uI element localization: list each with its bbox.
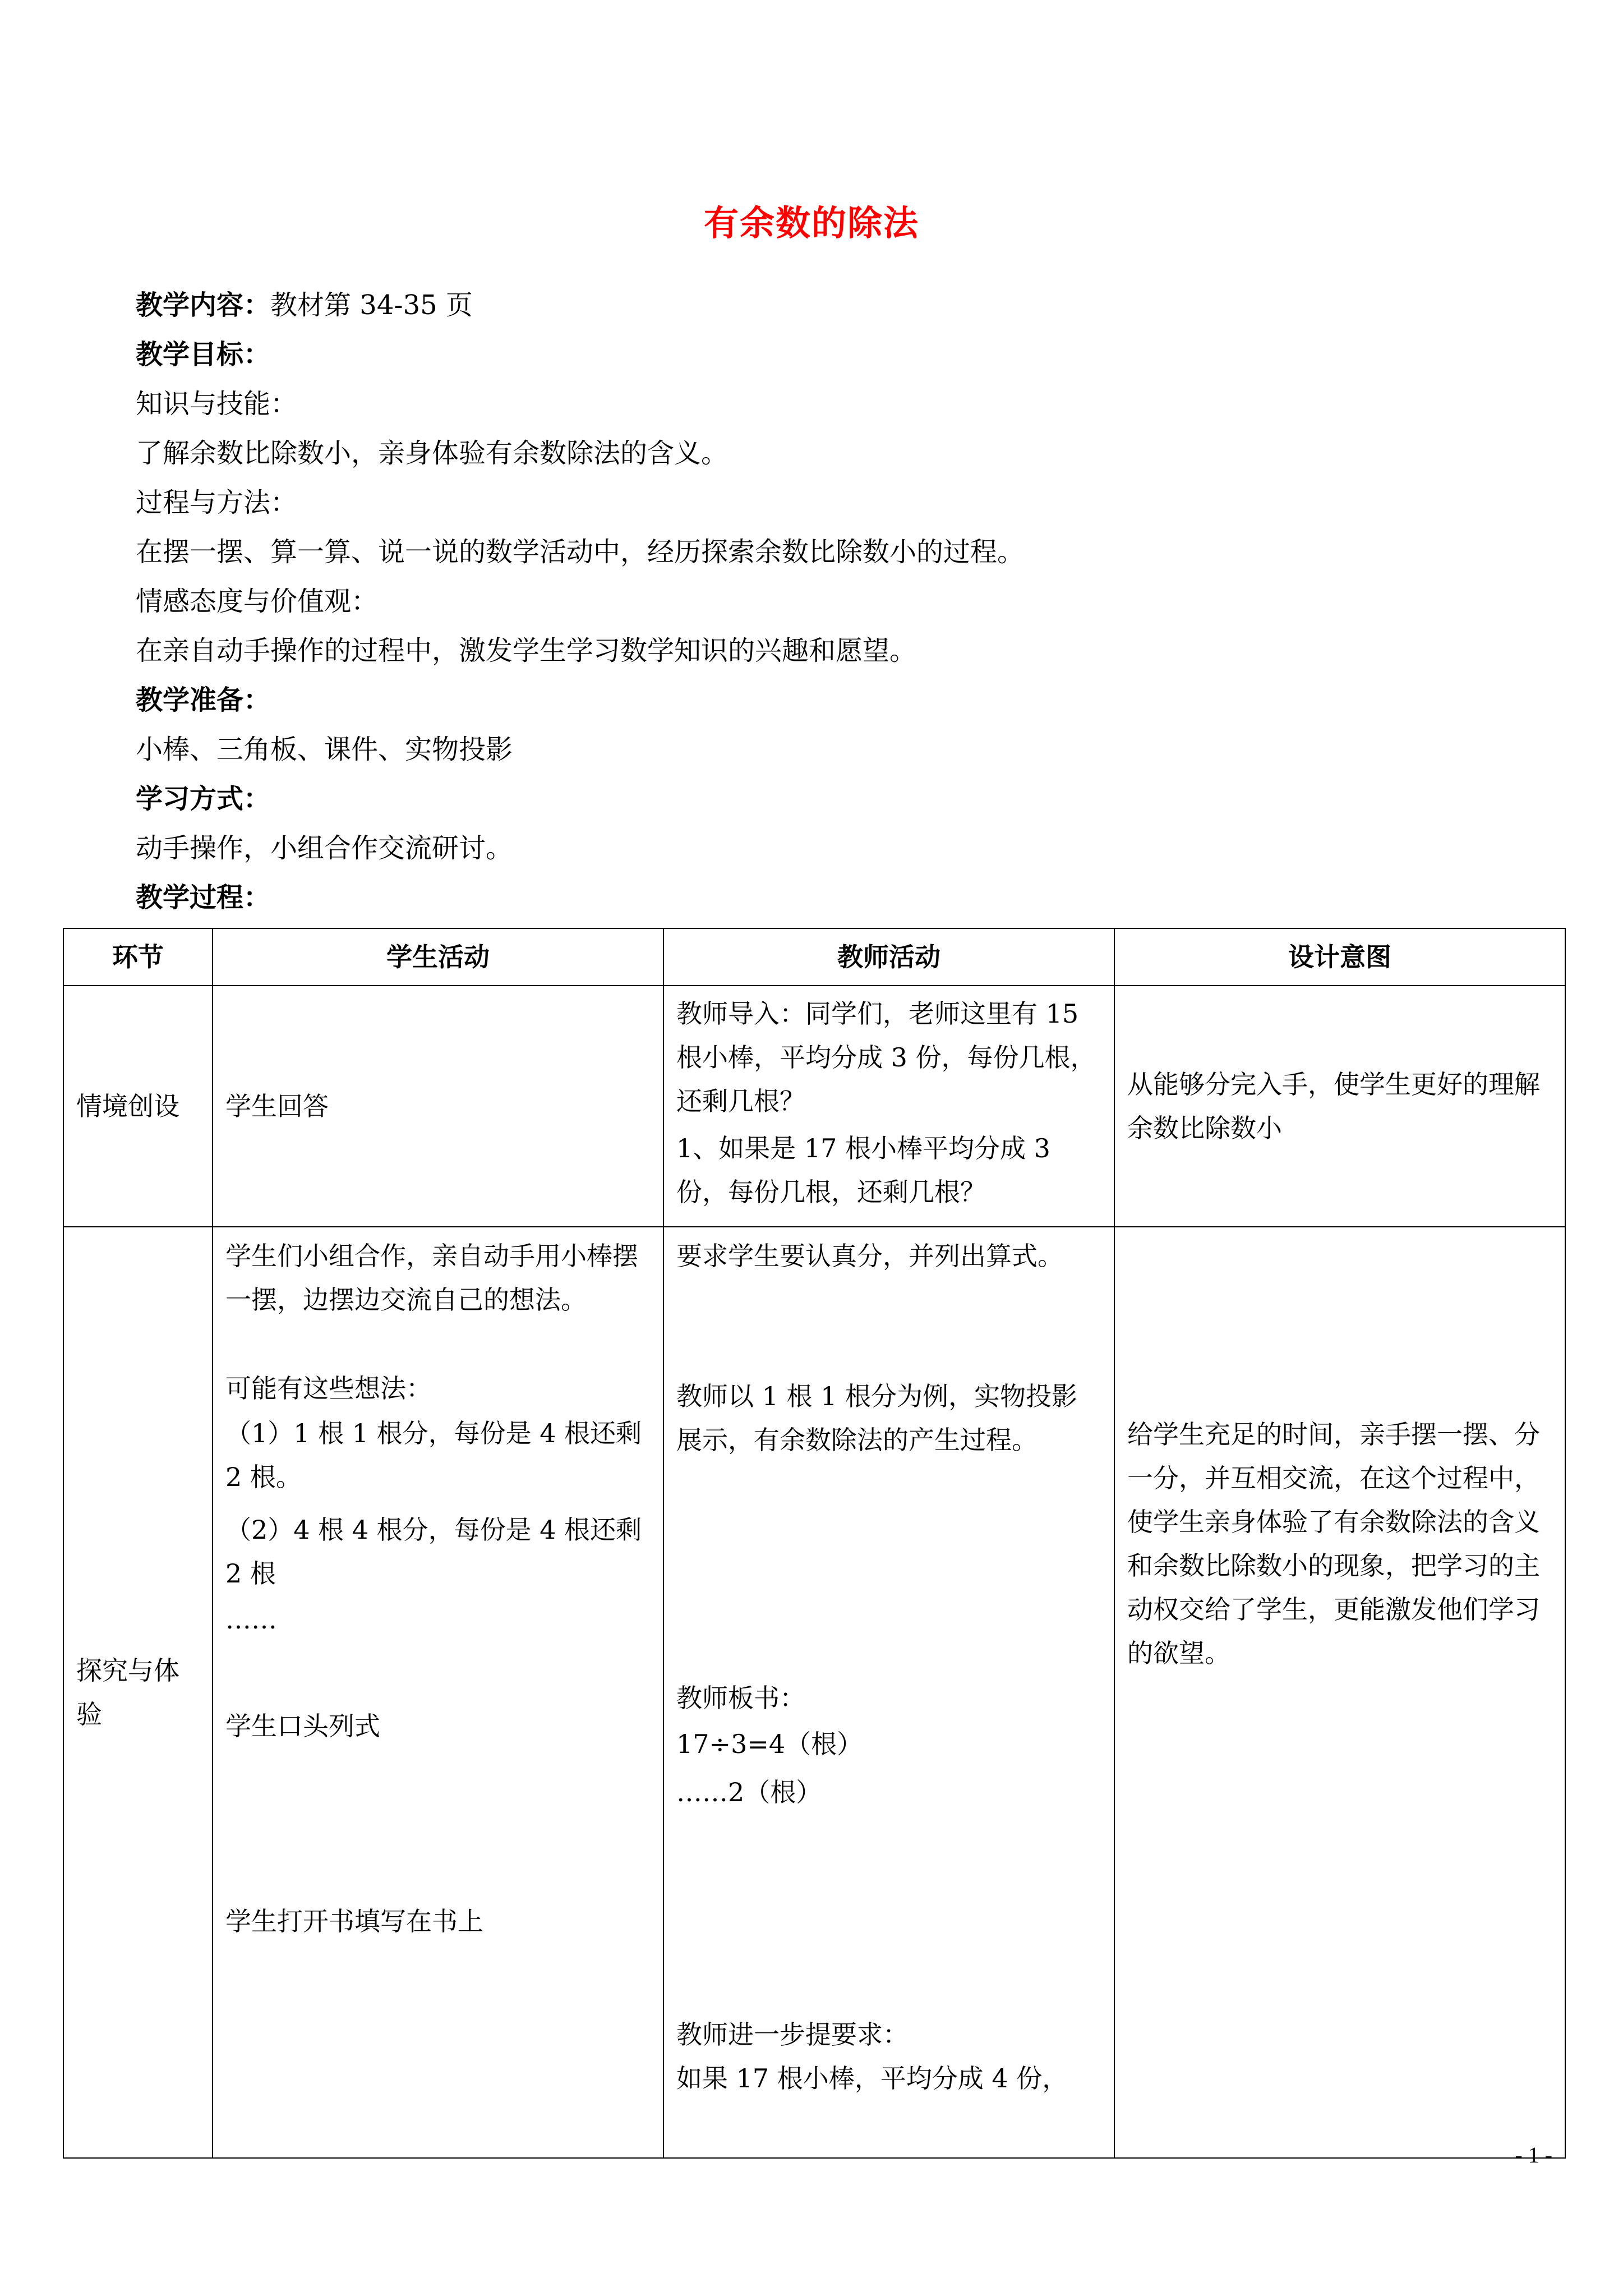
emotion-text: 在亲自动手操作的过程中，激发学生学习数学知识的兴趣和愿望。 [136,635,917,666]
design-cell [1114,1227,1565,2158]
emotion-label: 情感态度与价值观： [136,586,379,617]
process-text: 在摆一摆、算一算、说一说的数学活动中，经历探索余数比除数小的过程。 [136,536,1025,568]
student-text: 学生回答 [225,1091,329,1121]
knowledge-text: 了解余数比除数小，亲身体验有余数除法的含义。 [136,438,728,469]
teacher-cell [663,986,1114,1227]
student-text: 学生口头列式 [225,1711,380,1741]
teacher-text: 教师导入：同学们，老师这里有 15 根小棒，平均分成 3 份，每份几根，还剩几根？ [676,999,1096,1116]
student-text: 学生打开书填写在书上 [225,1906,483,1936]
stage-cell [63,986,213,1227]
student-text: 学生们小组合作，亲自动手用小棒摆一摆，边摆边交流自己的想法。 [225,1241,638,1315]
teacher-text: 要求学生要认真分，并列出算式。 [676,1241,1063,1271]
header-stage: 环节 [63,928,213,986]
table-header-row [63,928,1565,986]
table-row [63,986,1565,1227]
teacher-text: 教师板书： [676,1683,805,1713]
design-text: 从能够分完入手，使学生更好的理解余数比除数小 [1127,1069,1540,1143]
header-student: 学生活动 [213,928,663,986]
prep-text: 小棒、三角板、课件、实物投影 [136,734,513,765]
teacher-text: ……2（根） [676,1777,822,1807]
teacher-text: 教师以 1 根 1 根分为例，实物投影展示，有余数除法的产生过程。 [676,1381,1078,1455]
teacher-text: 1、如果是 17 根小棒平均分成 3 份，每份几根，还剩几根？ [676,1133,1050,1207]
student-text: （1）1 根 1 根分，每份是 4 根还剩 2 根。 [225,1418,642,1492]
teacher-text: 17÷3=4（根） [676,1729,863,1759]
lesson-intro [136,280,1538,922]
design-cell [1114,986,1565,1227]
content-label: 教学内容： [136,289,271,321]
design-text: 给学生充足的时间，亲手摆一摆、分一分，并互相交流，在这个过程中，使学生亲身体验了有余数除法的含义和余数比除数小的现象，把学习的主动权交给了学生，更能激发他们学习的欲望。 [1127,1419,1540,1668]
header-teacher: 教师活动 [663,928,1114,986]
student-text: （2）4 根 4 根分，每份是 4 根还剩 2 根 [225,1515,642,1589]
stage-cell [63,1227,213,2158]
process-label: 过程与方法： [136,487,298,518]
student-cell [213,1227,663,2158]
style-text: 动手操作，小组合作交流研讨。 [136,832,513,864]
student-cell [213,986,663,1227]
teacher-cell [663,1227,1114,2158]
teacher-text: 教师进一步提要求： [676,2019,909,2050]
table-row [63,1227,1565,2158]
document-title: 有余数的除法 [703,203,919,243]
stage-text: 探究与体验 [76,1655,179,1729]
style-label: 学习方式： [136,783,271,815]
content-value: 教材第 34-35 页 [270,289,473,321]
prep-label: 教学准备： [136,684,271,716]
knowledge-label: 知识与技能： [136,388,298,420]
lesson-table [63,928,1566,2159]
header-design: 设计意图 [1114,928,1565,986]
student-text: …… [225,1604,277,1635]
procedure-label: 教学过程： [136,882,271,913]
teacher-text: 如果 17 根小棒，平均分成 4 份， [676,2063,1068,2093]
goals-label: 教学目标： [136,339,271,370]
page-number: - 1 - [1515,2142,1552,2168]
stage-text: 情境创设 [76,1091,179,1121]
content-line [136,280,1538,330]
student-text: 可能有这些想法： [225,1373,432,1404]
